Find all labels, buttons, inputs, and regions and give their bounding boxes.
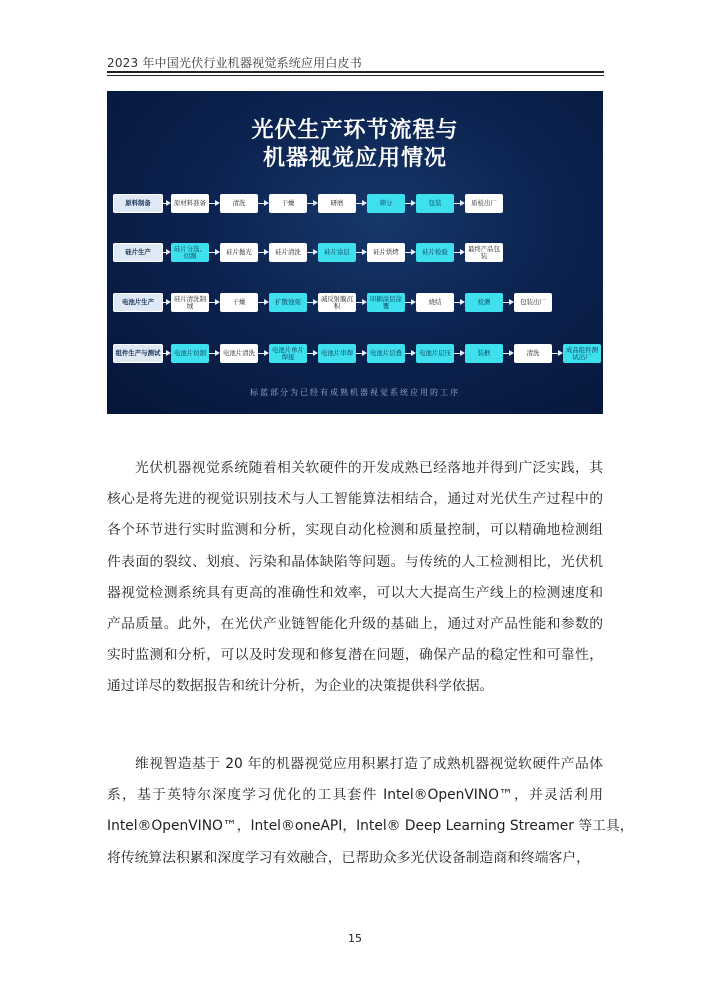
flow-step: 电池片层叠: [367, 344, 405, 363]
flow-step: 清洗: [514, 344, 552, 363]
flow-row-label: 电池片生产: [113, 293, 163, 312]
flow-arrow: [356, 252, 365, 253]
flow-step: 硅片清洗制绒: [171, 293, 209, 312]
flow-arrow: [405, 302, 414, 303]
flow-step: 筛分: [367, 194, 405, 213]
flow-arrow: [454, 252, 463, 253]
flow-step: 包装出厂: [514, 293, 552, 312]
flow-step: 电池片切割: [171, 344, 209, 363]
flow-step: 电池片串焊: [318, 344, 356, 363]
process-flow-figure: [107, 91, 603, 414]
flow-arrow: [307, 302, 316, 303]
flow-step: 电池片层压: [416, 344, 454, 363]
flow-arrow: [209, 302, 218, 303]
paragraph-line: 器视觉检测系统具有更高的准确性和效率，可以大大提高生产线上的检测速度和: [107, 584, 603, 601]
flow-arrow: [454, 203, 463, 204]
flow-step: 烧结: [416, 293, 454, 312]
flow-arrow: [163, 302, 169, 303]
flow-step: 成品组件测试出厂: [563, 344, 601, 363]
flow-arrow: [209, 252, 218, 253]
paragraph-line: 将传统算法积累和深度学习有效融合，已帮助众多光伏设备制造商和终端客户，: [107, 849, 590, 866]
paragraph-line: 件表面的裂纹、划痕、污染和晶体缺陷等问题。与传统的人工检测相比，光伏机: [107, 553, 603, 570]
flow-arrow: [258, 203, 267, 204]
flow-row-label: 组件生产与测试: [113, 344, 163, 363]
flow-step: 硅片清洗: [269, 243, 307, 262]
flow-arrow: [454, 353, 463, 354]
flow-arrow: [307, 203, 316, 204]
flow-arrow: [258, 302, 267, 303]
flow-arrow: [209, 203, 218, 204]
flow-step: 最终产品包装: [465, 243, 503, 262]
flow-arrow: [405, 353, 414, 354]
flow-step: 原材料准备: [171, 194, 209, 213]
flow-arrow: [209, 353, 218, 354]
figure-caption: 标蓝部分为已经有成熟机器视觉系统应用的工序: [250, 388, 460, 397]
flow-step: 硅片抛光: [220, 243, 258, 262]
paragraph-line: 产品质量。此外，在光伏产业链智能化升级的基础上，通过对产品性能和参数的: [107, 616, 603, 633]
flow-step: 电池片清洗: [220, 344, 258, 363]
flow-arrow: [552, 353, 561, 354]
flow-arrow: [258, 252, 267, 253]
flow-row-label: 硅片生产: [113, 243, 163, 262]
flow-arrow: [356, 203, 365, 204]
flow-arrow: [163, 203, 169, 204]
flow-arrow: [307, 252, 316, 253]
flow-step: 检测: [465, 293, 503, 312]
flow-arrow: [258, 353, 267, 354]
paragraph-line: 实时监测和分析，可以及时发现和修复潜在问题，确保产品的稳定性和可靠性，: [107, 647, 603, 664]
header-rule: [107, 71, 604, 73]
paragraph-1: [107, 453, 603, 703]
paragraph-line: 各个环节进行实时监测和分析，实现自动化检测和质量控制，可以精确地检测组: [107, 522, 603, 539]
flow-arrow: [405, 252, 414, 253]
paragraph-line: 光伏机器视觉系统随着相关软硬件的开发成熟已经落地并得到广泛实践，其: [135, 460, 603, 476]
flow-step: 减反射膜沉积: [318, 293, 356, 312]
flow-step: 硅片烘烤: [367, 243, 405, 262]
paragraph-line: 系，基于英特尔深度学习优化的工具套件 Intel®OpenVINO™，并灵活利用: [107, 787, 603, 804]
flow-step: 包装: [416, 194, 454, 213]
flow-arrow: [503, 353, 512, 354]
flow-arrow: [503, 302, 512, 303]
flow-step: 清洗: [220, 194, 258, 213]
figure-title-line2: 机器视觉应用情况: [262, 146, 447, 171]
flow-step: 硅片分选、切割: [171, 243, 209, 262]
flow-arrow: [356, 353, 365, 354]
flow-arrow: [454, 302, 463, 303]
flow-step: 干燥: [220, 293, 258, 312]
paragraph-2: [107, 749, 634, 874]
page-number: 15: [348, 932, 362, 945]
flow-row-label: 原料制备: [113, 194, 163, 213]
paragraph-line: Intel®OpenVINO™，Intel®oneAPI，Intel® Deep Learning Streamer 等工具，: [107, 818, 634, 835]
flow-step: 硅片检验: [416, 243, 454, 262]
flow-arrow: [405, 203, 414, 204]
flow-step: 硅片涂层: [318, 243, 356, 262]
flow-step: 质检出厂: [465, 194, 503, 213]
flow-step: 电池片单片焊接: [269, 344, 307, 363]
flow-step: 装框: [465, 344, 503, 363]
paragraph-line: 核心是将先进的视觉识别技术与人工智能算法相结合，通过对光伏生产过程中的: [107, 491, 603, 508]
flow-step: 研磨: [318, 194, 356, 213]
flow-arrow: [163, 353, 169, 354]
flow-arrow: [307, 353, 316, 354]
page-header-title: 2023 年中国光伏行业机器视觉系统应用白皮书: [107, 56, 362, 70]
flow-step: 印刷涂层涂覆: [367, 293, 405, 312]
flow-arrow: [163, 252, 169, 253]
flow-arrow: [356, 302, 365, 303]
flow-step: 扩散蚀刻: [269, 293, 307, 312]
flow-step: 干燥: [269, 194, 307, 213]
figure-title-line1: 光伏生产环节流程与: [251, 118, 459, 143]
header-rule-thin: [107, 75, 604, 76]
paragraph-line: 通过详尽的数据报告和统计分析，为企业的决策提供科学依据。: [107, 678, 494, 695]
paragraph-line: 维视智造基于 20 年的机器视觉应用积累打造了成熟机器视觉软硬件产品体: [135, 756, 603, 772]
